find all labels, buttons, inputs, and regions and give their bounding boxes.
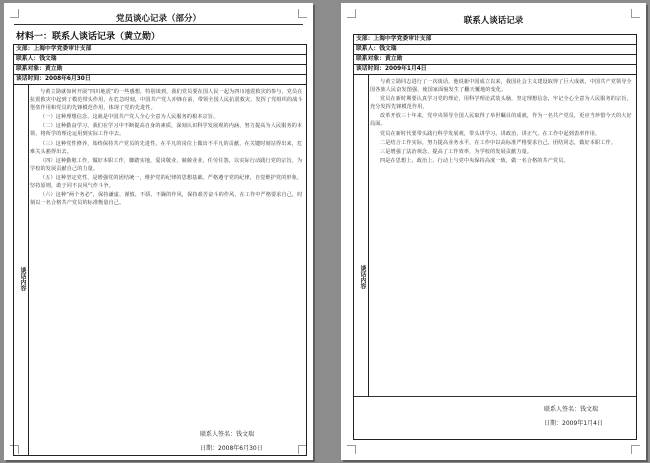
unit-label: 支部：	[16, 46, 34, 52]
target-row	[14, 65, 306, 75]
talk-paragraph: 四是在思想上、政治上、行动上与党中央保持高度一致，做一名合格的共产党员。	[380, 157, 569, 164]
target-value: 黄立勋	[45, 66, 63, 72]
talk-paragraph: 党员在新时代要带头践行科学发展观，带头讲学习、讲政治、讲正气，在工作中起到表率作用。	[380, 130, 601, 137]
contact-row	[354, 45, 636, 55]
talk-paragraph: 二是结合工作实际，努力提高业务水平，在工作中以高标准严格要求自己，团结同志，做好本职工作。	[380, 139, 616, 146]
record-form	[13, 44, 307, 456]
talk-paragraph: （四）这种勤勉工作，做好本职工作，脚踏实地，爱岗敬业，兢兢业业，任劳任怨，以实际行动践行党的宗旨，为学校的发展贡献自己的力量。	[30, 157, 303, 172]
unit-row	[14, 45, 306, 55]
time-value: 2008年6月30日	[45, 76, 91, 82]
contact-value: 钱文瑞	[379, 46, 397, 52]
time-value: 2009年1月4日	[385, 66, 427, 72]
talk-content	[370, 78, 633, 395]
content-side-label: 谈话内容	[19, 267, 26, 291]
time-label: 谈话时间：	[16, 76, 45, 82]
margin-marker	[347, 445, 356, 454]
unit-row	[354, 35, 636, 45]
target-value: 黄立勋	[385, 56, 403, 62]
talk-paragraph: （五）这种坚定党性，是增强党的团结统一，维护党的纪律的思想基础。严格遵守党的纪律，自觉维护党的形象，坚持原则，敢于同不良风气作斗争。	[30, 174, 303, 190]
talk-paragraph: 改革开放三十年来，党中央领导全国人民取得了举世瞩目的成就，作为一名共产党员，更应当珍惜今天的大好局面。	[370, 113, 632, 128]
contact-label: 联系人：	[356, 46, 380, 52]
record-form	[353, 34, 637, 440]
time-label: 谈话时间：	[356, 66, 385, 72]
talk-content	[30, 88, 303, 453]
talk-paragraph: 三是增强了法治观念，提高了工作效率，为学校的发展贡献力量。	[380, 148, 533, 155]
material-subtitle: 材料一：联系人谈话记录（黄立勋）	[16, 32, 161, 42]
left-document-page	[4, 3, 313, 460]
talk-paragraph: （二）这种勤奋学习，我们在学习中不断提高自身的素质，深刻认识科学发展观的内涵，努力提高为人民服务的本领，将所学的理论运用到实际工作中去。	[30, 123, 303, 138]
signature-name: 联系人签名：钱文瑞	[200, 431, 255, 438]
talk-paragraph: （一）这种理想信念，这就是中国共产党人全心全意为人民服务的根本宗旨。	[40, 114, 219, 121]
margin-marker	[631, 445, 640, 454]
unit-value: 上海中学党委审计支部	[33, 46, 92, 52]
content-side-column	[14, 85, 29, 455]
talk-paragraph: 与黄立勋同志进行了一次谈话，他说新中国成立以来，我国社会主义建设取得了巨大成就，中国共产党领导全国各族人民奋发图强，使国家面貌发生了翻天覆地的变化。	[370, 79, 632, 94]
talk-paragraph: （三）这种党性修养，始终保持共产党员的先进性，在平凡的岗位上做出不平凡的贡献，在关键时刻站得出来，危难关头豁得出去。	[30, 140, 303, 155]
target-label: 联系对象：	[356, 56, 385, 62]
document-title: 党员谈心记录（部分）	[115, 14, 201, 24]
document-title: 联系人谈话记录	[463, 16, 524, 26]
signature-name: 联系人签名：钱文瑞	[544, 406, 599, 413]
time-row	[354, 65, 636, 75]
unit-value: 上海中学党委审计支部	[373, 36, 432, 42]
content-side-label: 谈话内容	[359, 265, 366, 289]
content-side-column	[354, 75, 369, 397]
talk-paragraph: 党员在新时期要认真学习党的理论，用科学理论武装头脑，坚定理想信念，牢记全心全意为人民服务的宗旨，充分发挥先锋模范作用。	[370, 96, 632, 111]
target-row	[354, 55, 636, 65]
target-label: 联系对象：	[16, 66, 45, 72]
contact-row	[14, 55, 306, 65]
talk-paragraph: （六）这种“两个务必”，保持谦虚、谨慎、不骄、不躁的作风，保持艰苦奋斗的作风，在工作中严格要求自己，时刻以一名合格共产党员的标准衡量自己。	[30, 192, 303, 207]
time-row	[14, 75, 306, 85]
signature-date: 日期：2008年6月30日	[200, 445, 263, 452]
signature-divider	[354, 396, 636, 397]
contact-value: 钱文瑞	[39, 56, 57, 62]
contact-label: 联系人：	[16, 56, 40, 62]
signature-date: 日期：2009年1月4日	[544, 420, 603, 427]
title-rule	[14, 24, 303, 25]
unit-label: 支部：	[356, 36, 374, 42]
right-document-page	[341, 3, 646, 460]
talk-paragraph: 与黄立勋就如何开展“四川地震”的一些感想，特别谈到，我们党员要在国人民一起为四川地震救灾的参与，党员在抗震救灾中起到了模范带头作用，在危急时刻，中国共产党人冲锋在前，带领全国人民抗震救灾，发挥了党组织的战斗堡垒作用和党员的先锋模范作用，体现了党的先进性。	[30, 89, 303, 112]
